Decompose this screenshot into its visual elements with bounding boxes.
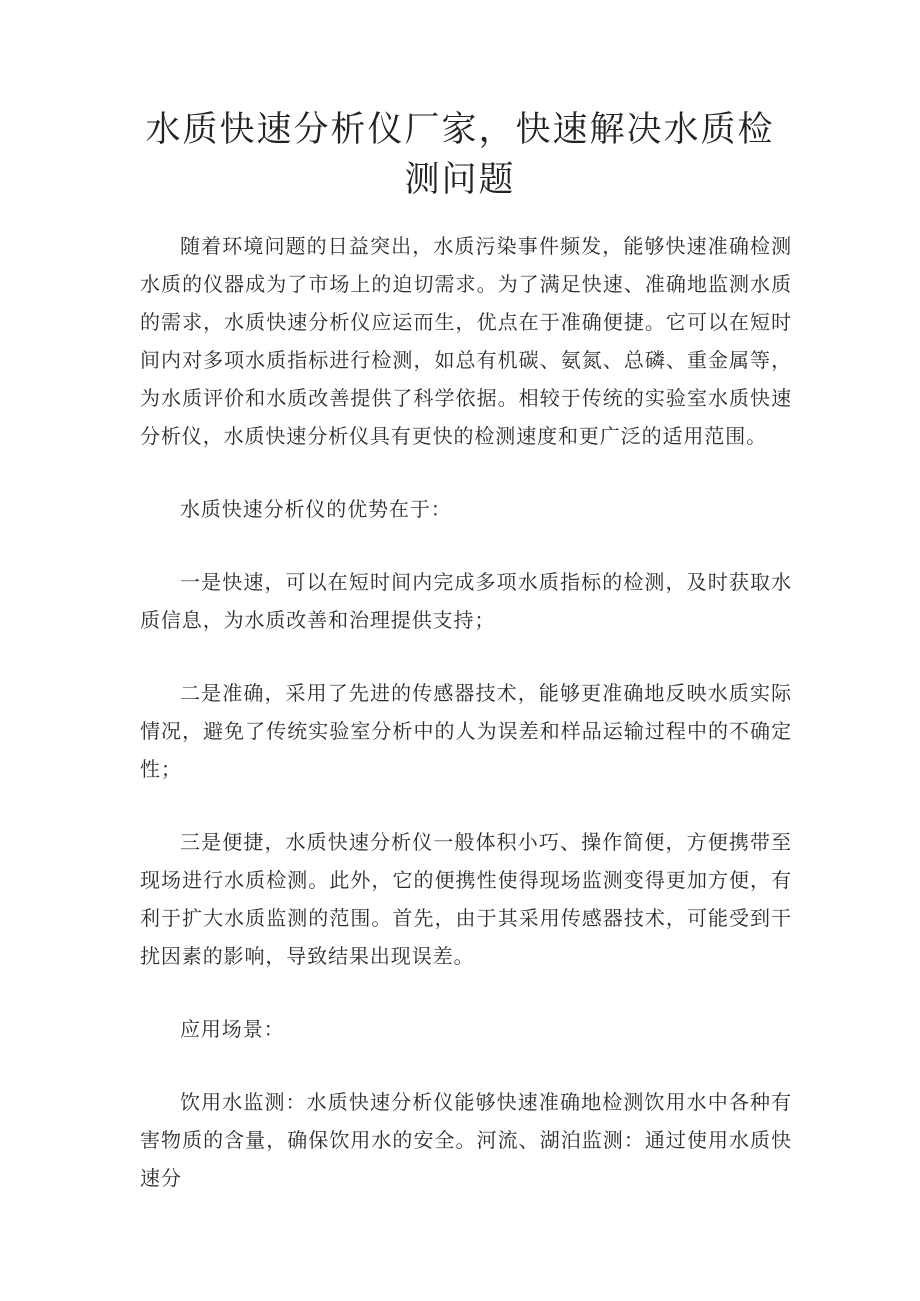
paragraph-intro: 随着环境问题的日益突出，水质污染事件频发，能够快速准确检测水质的仪器成为了市场上的迫切需求。为了满足快速、准确地监测水质的需求，水质快速分析仪应运而生，优点在于准确便捷。它可以在短时间内对多项水质指标进行检测，如总有机碳、氨氮、总磷、重金属等，为水质评价和水质改善提供了科学依据。相较于传统的实验室水质快速分析仪，水质快速分析仪具有更快的检测速度和更广泛的适用范围。 [140, 234, 792, 448]
paragraph-advantage-accurate: 二是准确，采用了先进的传感器技术，能够更准确地反映水质实际情况，避免了传统实验室分析中的人为误差和样品运输过程中的不确定性； [140, 681, 792, 781]
paragraph-advantage-convenient: 三是便捷，水质快速分析仪一般体积小巧、操作简便，方便携带至现场进行水质检测。此外，它的便携性使得现场监测变得更加方便，有利于扩大水质监测的范围。首先，由于其采用传感器技术，可能受到干扰因素的影响，导致结果出现误差。 [140, 830, 792, 968]
document-body [140, 227, 792, 1232]
paragraph-drinking-water: 饮用水监测：水质快速分析仪能够快速准确地检测饮用水中各种有害物质的含量，确保饮用水的安全。河流、湖泊监测：通过使用水质快速分 [140, 1090, 792, 1190]
paragraph-advantages-heading: 水质快速分析仪的优势在于： [180, 497, 452, 521]
paragraph-scenarios-heading: 应用场景： [180, 1017, 285, 1041]
paragraph-advantage-fast: 一是快速，可以在短时间内完成多项水质指标的检测，及时获取水质信息，为水质改善和治理提供支持； [140, 570, 792, 632]
document-title: 水质快速分析仪厂家，快速解决水质检测问题 [145, 110, 775, 200]
